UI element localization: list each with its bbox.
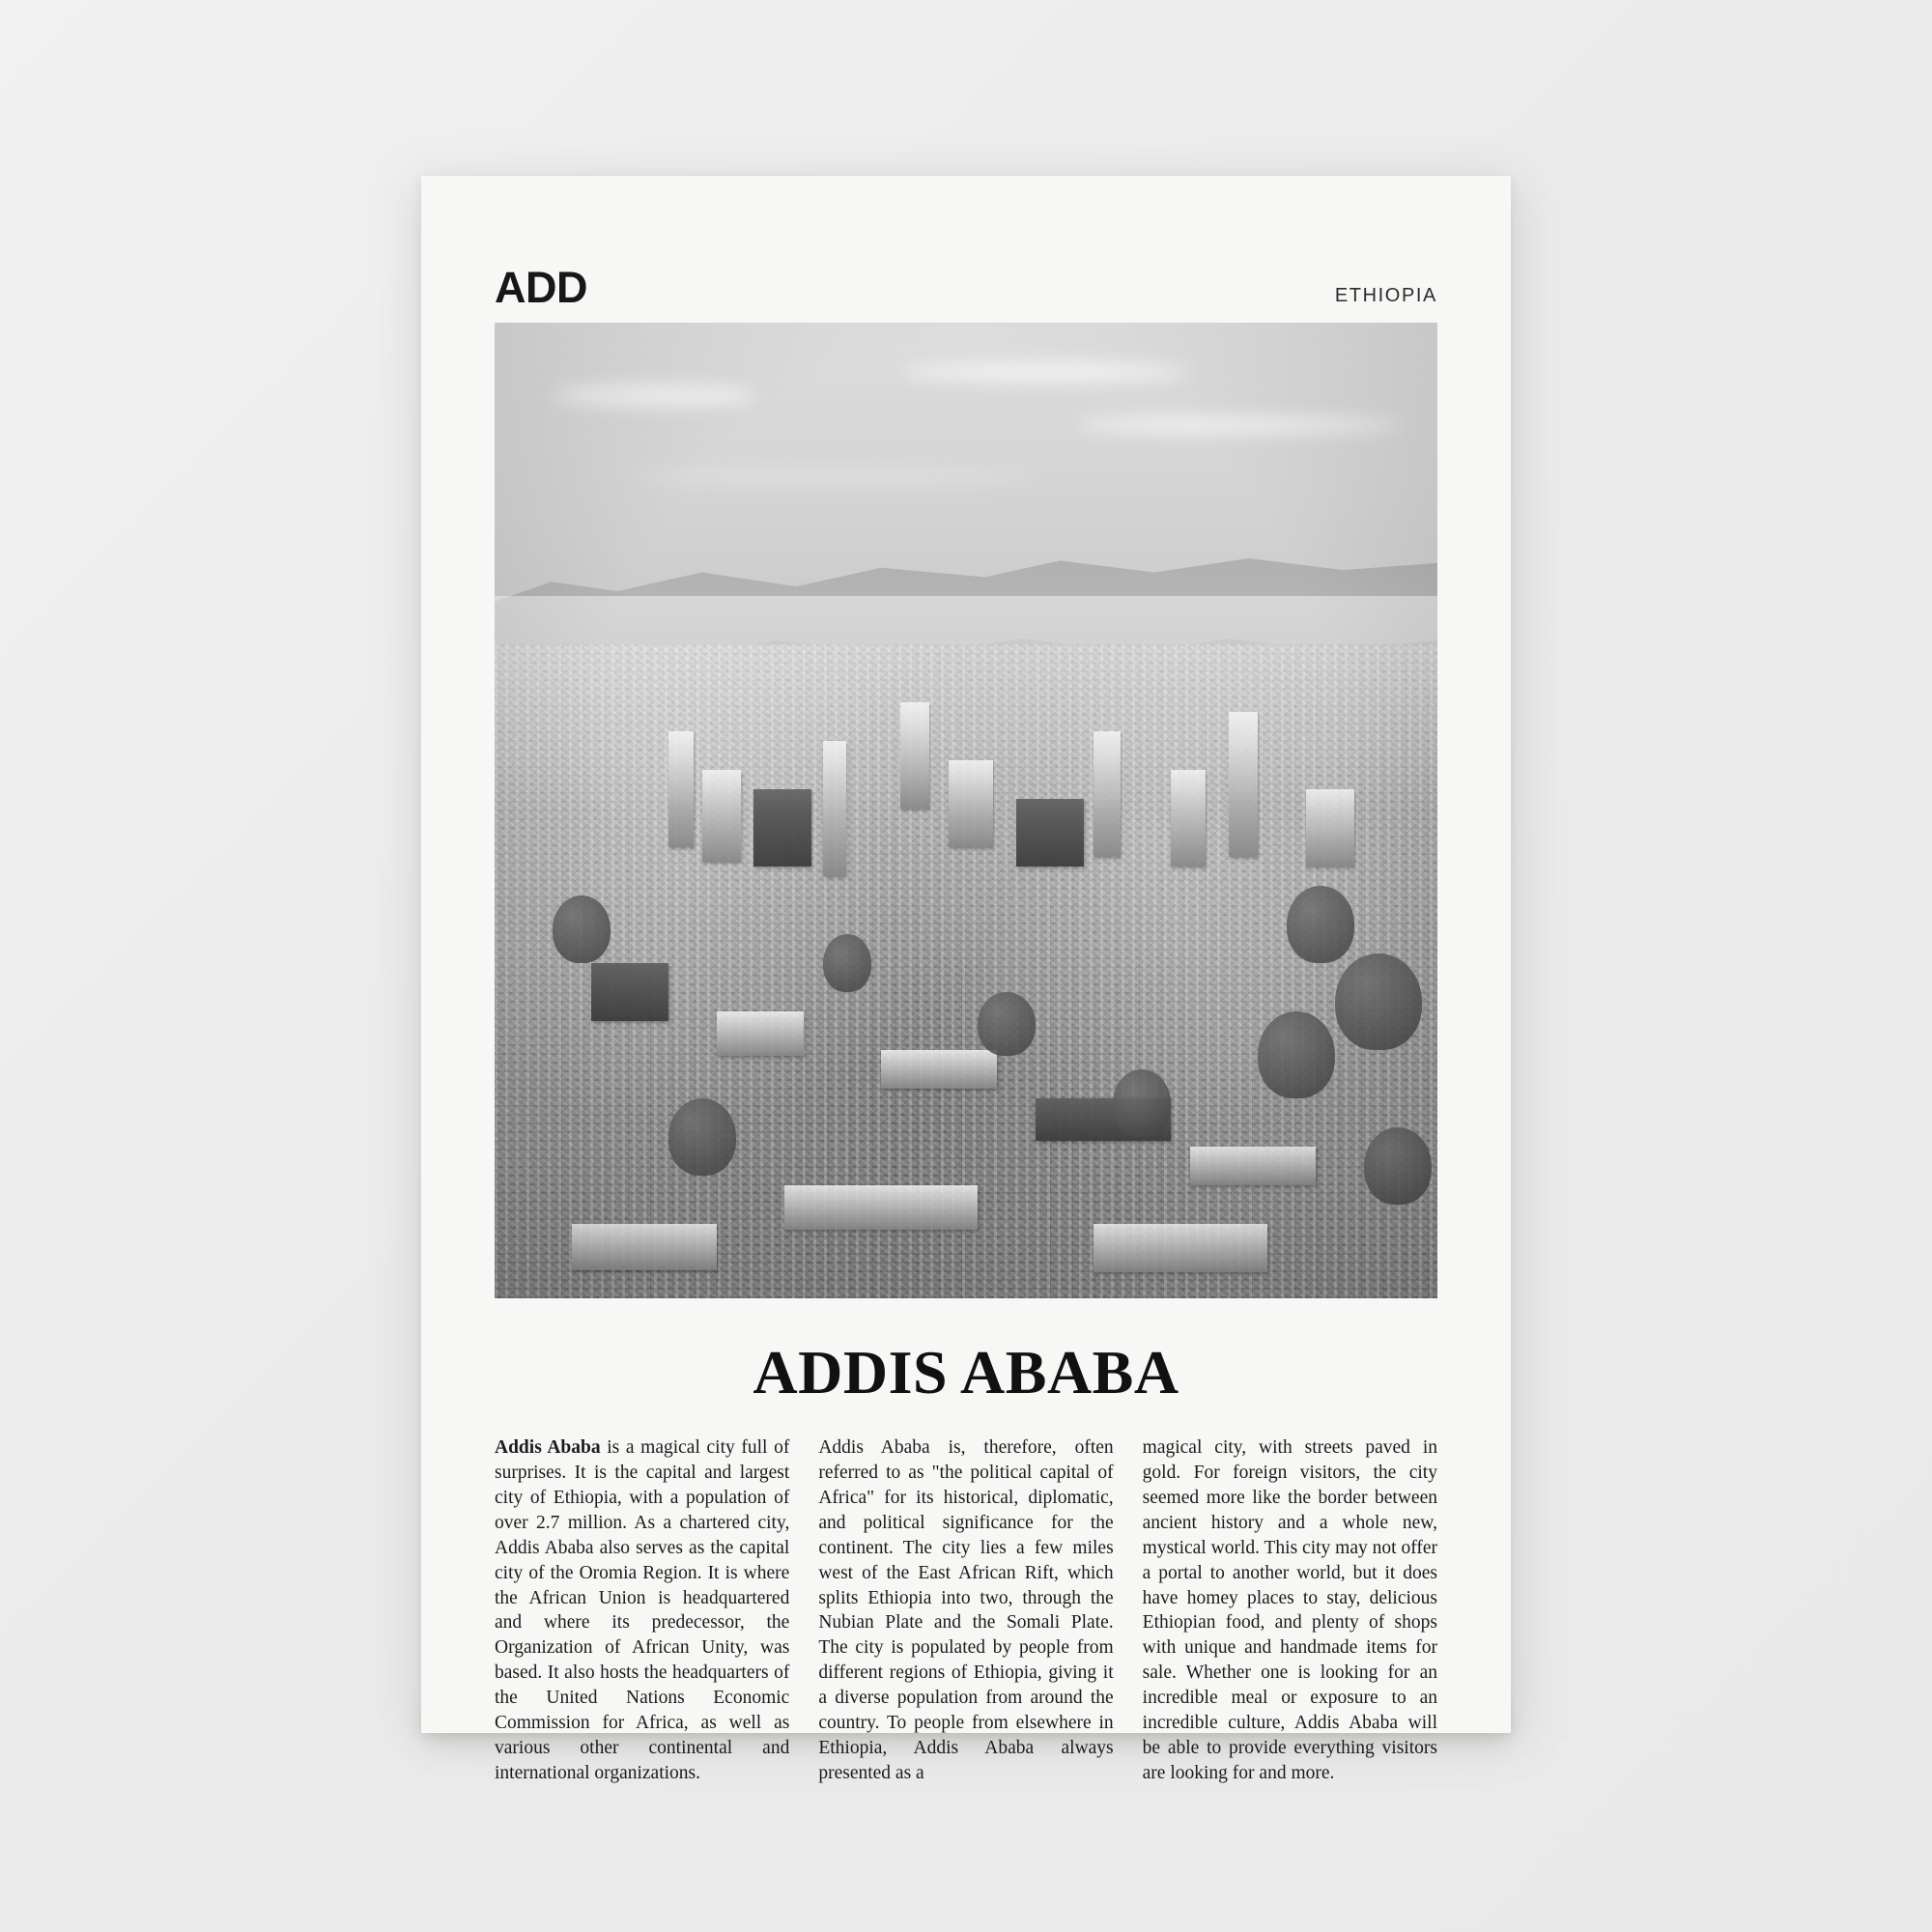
text-column-2 bbox=[818, 1435, 1113, 1786]
travel-poster bbox=[421, 176, 1511, 1783]
city-code: ADD bbox=[495, 263, 587, 312]
poster-header bbox=[495, 263, 1437, 312]
column-body-2: Addis Ababa is, therefore, often referred to as "the political capital of Africa" for its historical, diplomatic, and political significance for the continent. The city lies a few miles west of the East African Rift, which splits Ethiopia into two, through the Nubian Plate and the Somali Plate. The city is populated by people from different regions of Ethiopia, giving it a diverse population from around the country. To people from elsewhere in Ethiopia, Addis Ababa always presented as a bbox=[818, 1437, 1114, 1783]
vignette bbox=[495, 323, 1437, 1298]
column-body-3: magical city, with streets paved in gold. For foreign visitors, the city seemed more like the border between ancient history and a whole new, mystical world. This city may not offer a portal to another world, but it does have homey places to stay, delicious Ethiopian food, and plenty of shops with unique and handmade items for sale. Whether one is looking for an incredible meal or exposure to an incredible culture, Addis Ababa will be able to provide everything visitors are looking for and more. bbox=[1142, 1437, 1437, 1783]
text-column-1 bbox=[495, 1435, 789, 1786]
country-label: ETHIOPIA bbox=[1334, 285, 1437, 306]
text-column-3 bbox=[1143, 1435, 1437, 1786]
lead-in-text: Addis Ababa bbox=[495, 1437, 601, 1458]
cityscape-photo bbox=[495, 323, 1437, 1298]
description-columns bbox=[495, 1435, 1437, 1786]
page-title: ADDIS ABABA bbox=[753, 1338, 1179, 1406]
column-body-1: is a magical city full of surprises. It is the capital and largest city of Ethiopia, with a population of over 2.7 million. As a chartered city, Addis Ababa also serves as the capital city of the Oromia Region. It is where the African Union is headquartered and where its predecessor, the Organization of African Unity, was based. It also hosts the headquarters of the United Nations Economic Commission for Africa, as well as various other continental and international organizations. bbox=[495, 1437, 790, 1783]
